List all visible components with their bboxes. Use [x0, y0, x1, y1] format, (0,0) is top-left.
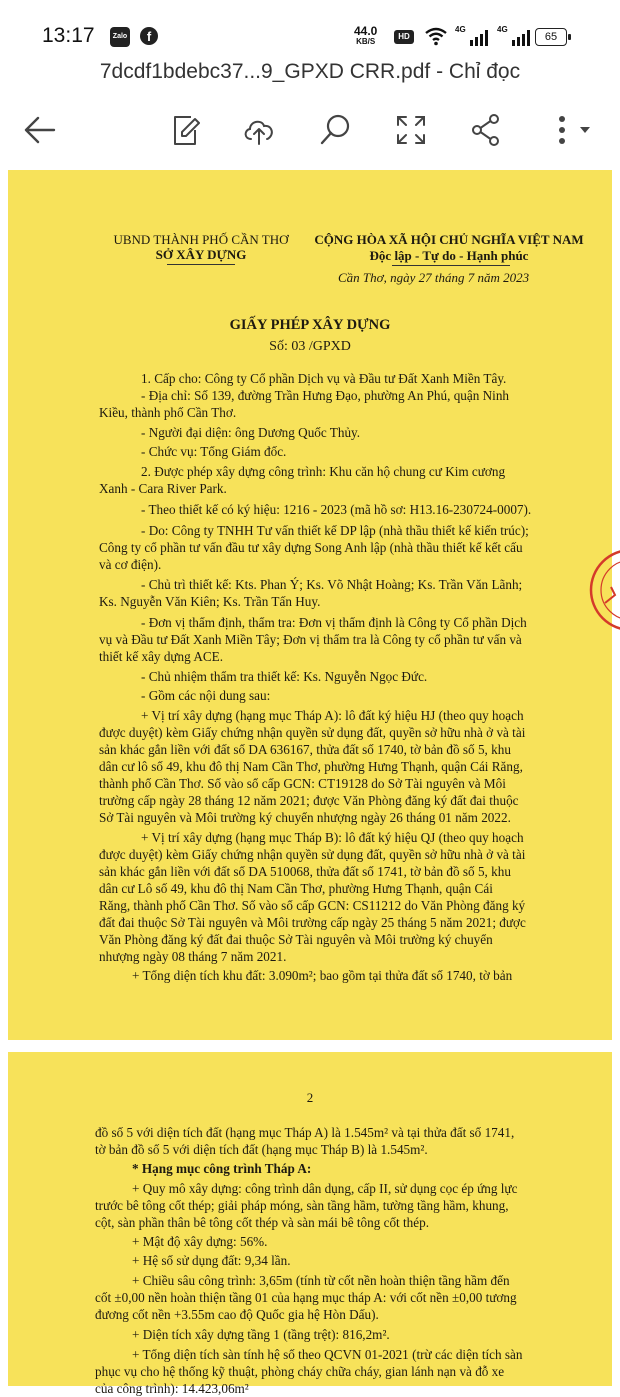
body-line: + Chiều sâu công trình: 3,65m (tính từ cốt nền hoàn thiện tầng hầm đến: [132, 1273, 510, 1288]
body-line: - Theo thiết kế có ký hiệu: 1216 - 2023 (mã hồ sơ: H13.16-230724-0007).: [141, 502, 532, 517]
body-line: tờ bản đồ số 5 với diện tích đất (hạng mục Tháp B) là 1.545m².: [95, 1142, 428, 1157]
body-line: dân cư Lô số 49, khu đô thị Nam Cần Thơ, phường Hưng Thạnh, quận Cái: [99, 881, 493, 896]
agency-name: UBND THÀNH PHỐ CẦN THƠ: [113, 232, 289, 247]
body-line: 1. Cấp cho: Công ty Cổ phần Dịch vụ và Đầu tư Đất Xanh Miền Tây.: [141, 371, 507, 386]
body-line: 2. Được phép xây dựng công trình: Khu căn hộ chung cư Kim cương: [141, 464, 506, 479]
body-line: - Người đại diện: ông Dương Quốc Thủy.: [141, 425, 361, 440]
nation-title: CỘNG HÒA XÃ HỘI CHỦ NGHĨA VIỆT NAM: [314, 232, 584, 247]
red-seal-stamp: [585, 545, 620, 635]
body-line: cột, sàn phần thân bê tông cốt thép và sàn mái bê tông cốt thép.: [95, 1215, 429, 1230]
share-icon[interactable]: [468, 112, 504, 148]
status-bar: [0, 0, 620, 60]
permit-number: Số: 03 /GPXD: [269, 339, 351, 354]
body-line: thành phố Cần Thơ. Số vào sổ cấp GCN: CT19128 do Sở Tài nguyên và Môi: [99, 776, 506, 791]
toolbar: [0, 100, 620, 162]
body-line: + Hệ số sử dụng đất: 9,34 lần.: [132, 1253, 291, 1268]
body-line: Ks. Nguyễn Văn Kiên; Ks. Trần Tấn Huy.: [99, 594, 321, 609]
body-line: - Gồm các nội dung sau:: [141, 688, 271, 703]
body-line: nhượng ngày 08 tháng 7 năm 2021.: [99, 949, 287, 964]
more-menu-icon[interactable]: [548, 112, 598, 148]
body-line: và cơ điện).: [99, 557, 162, 572]
body-line: Văn Phòng đăng ký đất đai thuộc Sở Tài nguyên và Môi trường ký chuyển: [99, 932, 493, 947]
back-arrow-icon[interactable]: [22, 112, 58, 148]
body-line: sản khác gắn liền với đất số DA 636167, thửa đất số 1740, tờ bản đồ số 5, khu: [99, 742, 511, 757]
body-line: Sở Tài nguyên và Môi trường ký chuyển nhượng ngày 26 tháng 01 năm 2022.: [99, 810, 511, 825]
permit-title: GIẤY PHÉP XÂY DỰNG: [229, 317, 391, 333]
status-time: 13:17: [42, 24, 95, 47]
body-line: + Vị trí xây dựng (hạng mục Tháp B): lô đất ký hiệu QJ (theo quy hoạch: [141, 830, 524, 845]
wifi-icon: [424, 26, 448, 46]
body-line: dân cư lô số 49, khu đô thị Nam Cần Thơ, phường Hưng Thạnh, quận Cái Răng,: [99, 759, 523, 774]
network-speed-unit: KB/S: [356, 37, 376, 46]
edit-icon[interactable]: [167, 112, 203, 148]
body-line: - Chức vụ: Tổng Giám đốc.: [141, 444, 287, 459]
body-line: vụ và Đầu tư Đất Xanh Miền Tây; Đơn vị thẩm tra là Công ty cổ phần tư vấn và: [99, 632, 522, 647]
signal-bars-1-icon: [470, 30, 490, 46]
body-line: + Quy mô xây dựng: công trình dân dụng, cấp II, sử dụng cọc ép ứng lực: [132, 1181, 518, 1196]
body-line: trường cấp ngày 28 tháng 12 năm 2021; được Văn Phòng đăng ký đất đai thuộc: [99, 793, 519, 808]
body-line: + Mật độ xây dựng: 56%.: [132, 1234, 268, 1249]
battery-icon: 65: [535, 28, 567, 46]
agency-underline: [167, 264, 235, 265]
body-line: Kiều, thành phố Cần Thơ.: [99, 405, 237, 420]
issue-date: Cần Thơ, ngày 27 tháng 7 năm 2023: [338, 270, 530, 285]
nation-motto: Độc lập - Tự do - Hạnh phúc: [369, 248, 529, 263]
body-line: phục vụ cho hệ thống kỹ thuật, phòng cháy chữa cháy, gian lánh nạn và đỗ xe: [95, 1364, 505, 1379]
body-line: được duyệt) kèm Giấy chứng nhận quyền sử dụng đất, quyền sở hữu nhà ở và tài: [99, 725, 526, 740]
facebook-icon: f: [140, 27, 158, 45]
body-line: của công trình): 14.423,06m²: [95, 1381, 249, 1396]
body-line: sản khác gắn liền với đất số DA 510068, thửa đất số 1741, tờ bản đồ số 5, khu: [99, 864, 511, 879]
upload-cloud-icon[interactable]: [241, 112, 277, 148]
pdf-page-1: [8, 170, 612, 1040]
body-line: - Đơn vị thẩm định, thẩm tra: Đơn vị thẩm định là Công ty Cổ phần Dịch: [141, 615, 527, 630]
body-line: Công ty cổ phần tư vấn đầu tư xây dựng Song Anh lập (nhà thầu thiết kế kết cấu: [99, 540, 523, 555]
body-line: được duyệt) kèm Giấy chứng nhận quyền sử dụng đất, quyền sở hữu nhà ở và tài: [99, 847, 526, 862]
agency-department: SỞ XÂY DỰNG: [155, 247, 247, 262]
signal-label-2: 4G: [497, 25, 508, 34]
body-line: thiết kế xây dựng ACE.: [99, 649, 223, 664]
body-line: đồ số 5 với diện tích đất (hạng mục Tháp A) là 1.545m² và tại thửa đất số 1741,: [95, 1125, 515, 1140]
body-line: + Tổng diện tích khu đất: 3.090m²; bao gồm tại thửa đất số 1740, tờ bản: [132, 968, 513, 983]
zalo-icon: Zalo: [110, 27, 130, 47]
page-number: 2: [306, 1090, 314, 1105]
document-title: 7dcdf1bdebc37...9_GPXD CRR.pdf - Chỉ đọc: [99, 60, 521, 83]
body-line: * Hạng mục công trình Tháp A:: [132, 1161, 312, 1176]
body-line: Xanh - Cara River Park.: [99, 481, 227, 496]
network-speed: [354, 25, 377, 46]
body-line: trước bê tông cốt thép; giải pháp móng, sàn tầng hầm, tường tầng hầm, khung,: [95, 1198, 509, 1213]
hd-badge: HD: [394, 30, 414, 44]
signal-bars-2-icon: [512, 30, 532, 46]
body-line: + Vị trí xây dựng (hạng mục Tháp A): lô đất ký hiệu HJ (theo quy hoạch: [141, 708, 524, 723]
motto-underline: [392, 265, 510, 266]
pdf-page-2: [8, 1052, 612, 1396]
body-line: + Tổng diện tích sàn tính hệ số theo QCVN 01-2021 (trừ các diện tích sàn: [132, 1347, 523, 1362]
fullscreen-icon[interactable]: [393, 112, 429, 148]
body-line: đất đai thuộc Sở Tài nguyên và Môi trường cấp ngày 25 tháng 5 năm 2021; được: [99, 915, 526, 930]
body-line: cốt ±0,00 nền hoàn thiện tầng 01 của hạng mục tháp A: với cốt nền ±0,00 tương: [95, 1290, 517, 1305]
body-line: - Chủ nhiệm thẩm tra thiết kế: Ks. Nguyễn Ngọc Đức.: [141, 669, 428, 684]
body-line: Răng, thành phố Cần Thơ. Số vào sổ cấp GCN: CS11212 do Văn Phòng đăng ký: [99, 898, 526, 913]
body-line: - Chủ trì thiết kế: Kts. Phan Ý; Ks. Võ Nhật Hoàng; Ks. Trần Văn Lãnh;: [141, 577, 523, 592]
search-icon[interactable]: [318, 112, 354, 148]
body-line: - Địa chỉ: Số 139, đường Trần Hưng Đạo, phường An Phú, quận Ninh: [141, 388, 510, 403]
signal-label-1: 4G: [455, 25, 466, 34]
body-line: đương cốt nền +3.55m cao độ Quốc gia hệ Hòn Dấu).: [95, 1307, 379, 1322]
body-line: + Diện tích xây dựng tầng 1 (tầng trệt): 816,2m².: [132, 1327, 390, 1342]
body-line: - Do: Công ty TNHH Tư vấn thiết kế DP lập (nhà thầu thiết kế kiến trúc);: [141, 523, 529, 538]
network-speed-value: 44.0: [354, 24, 378, 38]
